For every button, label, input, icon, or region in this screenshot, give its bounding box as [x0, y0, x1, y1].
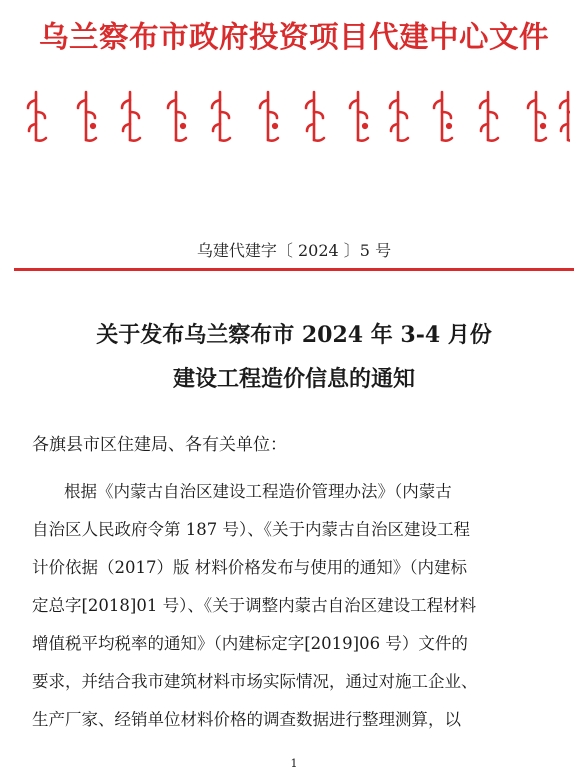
mongolian-glyph	[122, 92, 140, 141]
agency-header-title: 乌兰察布市政府投资项目代建中心文件	[38, 20, 549, 54]
body-paragraph-line: 自治区人民政府令第 187 号）、《关于内蒙古自治区建设工程	[32, 520, 470, 539]
addressee-line: 各旗县市区住建局、各有关单位：	[32, 435, 287, 455]
body-paragraph-line: 定总字[2018]01 号）、《关于调整内蒙古自治区建设工程材料	[32, 596, 477, 615]
body-paragraph-line: 生产厂家、经销单位材料价格的调查数据进行整理测算，以	[32, 710, 461, 729]
body-paragraph-line: 要求，并结合我市建筑材料市场实际情况，通过对施工企业、	[32, 672, 478, 691]
mongolian-script-header	[18, 88, 570, 146]
body-paragraph-line: 根据《内蒙古自治区建设工程造价管理办法》（内蒙古	[64, 482, 452, 501]
mongolian-glyph	[168, 92, 186, 141]
notice-title-line-2: 建设工程造价信息的通知	[172, 366, 415, 392]
mongolian-glyph	[28, 92, 46, 141]
body-paragraph-line: 计价依据（2017）版 材料价格发布与使用的通知》（内建标	[32, 558, 467, 577]
mongolian-glyph	[260, 92, 278, 141]
mongolian-glyph	[528, 92, 546, 141]
page-number: 1	[290, 757, 298, 770]
mongolian-glyph	[480, 92, 498, 141]
document-number: 乌建代建字〔 2024 〕5 号	[196, 241, 392, 260]
mongolian-glyph	[212, 92, 230, 141]
mongolian-glyph	[350, 92, 368, 141]
red-divider-line	[14, 268, 574, 271]
mongolian-glyph	[434, 92, 452, 141]
mongolian-glyph	[560, 92, 570, 141]
notice-title-line-1: 关于发布乌兰察布市 2024 年 3-4 月份	[96, 322, 492, 348]
mongolian-glyph	[78, 92, 96, 141]
mongolian-glyph	[306, 92, 324, 141]
body-paragraph-line: 增值税平均税率的通知》（内建标定字[2019]06 号）文件的	[32, 634, 468, 653]
mongolian-glyph	[390, 92, 408, 141]
